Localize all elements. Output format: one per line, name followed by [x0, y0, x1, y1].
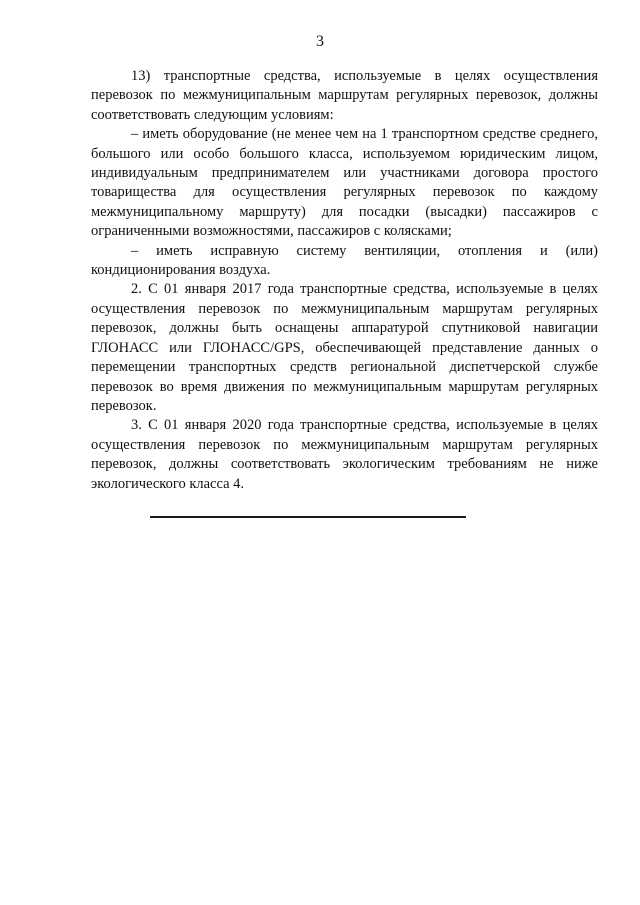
paragraph-clause-2: 2. С 01 января 2017 года транспортные средства, используемые в целях осуществления перевозок по межмуниципальным маршрутам регулярных перевозок, должны быть оснащены аппаратурой спутниковой навигации ГЛОНАСС или ГЛОНАСС/GPS, обеспечивающей представление данных о перемещении транспортных средств региональной диспетчерской службе перевозок во время движения по межмуниципальным маршрутам регулярных перевозок. [91, 281, 598, 414]
paragraph-clause-3: 3. С 01 января 2020 года транспортные средства, используемые в целях осуществления перевозок по межмуниципальным маршрутам регулярных перевозок, должны соответствовать экологическим требованиям не ниже экологического класса 4. [91, 417, 598, 492]
document-body [91, 67, 598, 494]
page-number: 3 [316, 33, 324, 50]
paragraph-item-13: 13) транспортные средства, используемые в целях осуществления перевозок по межмуниципальным маршрутам регулярных перевозок, должны соответствовать следующим условиям: [91, 68, 598, 123]
paragraph-ventilation-condition: – иметь исправную систему вентиляции, отопления и (или) кондиционирования воздуха. [91, 242, 598, 279]
paragraph-equipment-condition: – иметь оборудование (не менее чем на 1 транспортном средстве среднего, большого или особо большого класса, используемом юридическим лицом, индивидуальным предпринимателем или участниками договора простого товарищества для осуществления регулярных перевозок по каждому межмуниципальному маршруту) для посадки (высадки) пассажиров с ограниченными возможностями, пассажиров с колясками; [91, 126, 598, 240]
end-divider-line [150, 516, 466, 518]
